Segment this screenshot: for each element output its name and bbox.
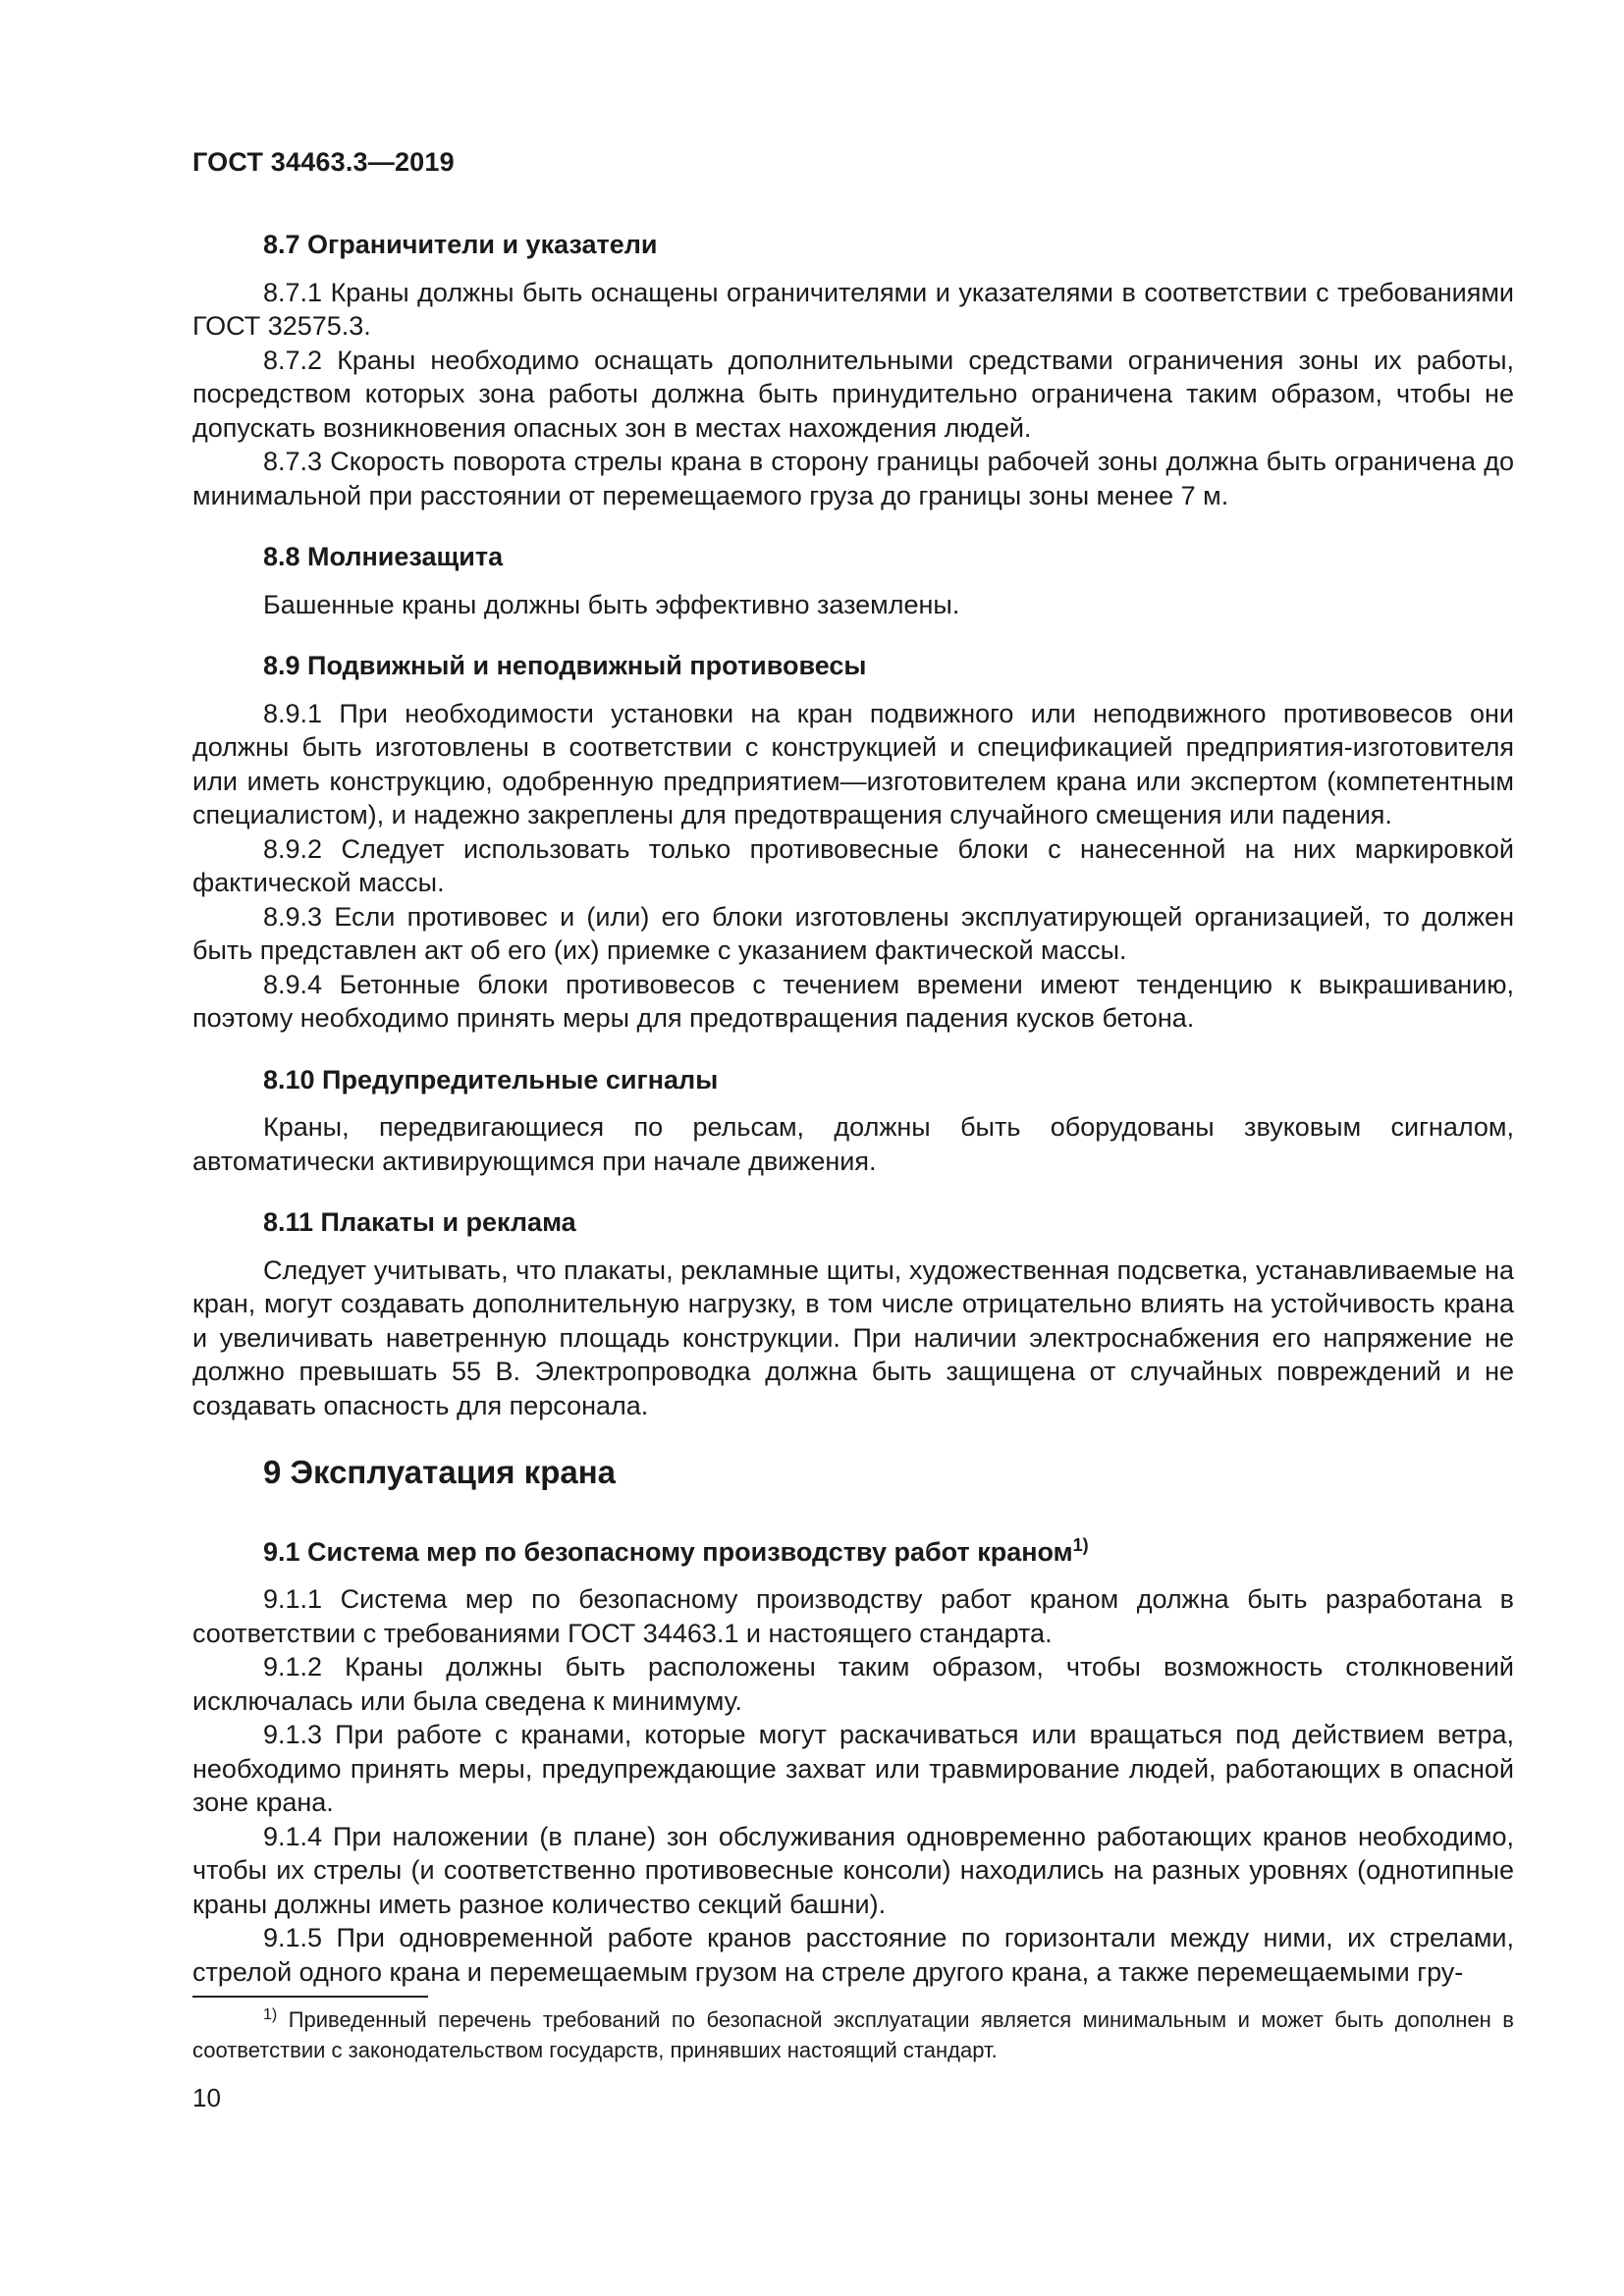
paragraph-8-9-4: 8.9.4 Бетонные блоки противовесов с течением времени имеют тенденцию к выкрашиванию, поэтому необходимо принять меры для предотвращения падения кусков бетона. [192,969,1514,1033]
footnote-paragraph [192,2004,1514,2065]
section-heading-8-10: 8.10 Предупредительные сигналы [263,1064,719,1095]
page-number: 10 [192,2083,221,2112]
paragraph-8-9-2: 8.9.2 Следует использовать только противовесные блоки с нанесенной на них маркировкой фактической массы. [192,833,1514,897]
paragraph-9-1-2: 9.1.2 Краны должны быть расположены таким образом, чтобы возможность столкновений исключалась или была сведена к минимуму. [192,1652,1514,1716]
section-heading-9-1-text: 9.1 Система мер по безопасному производству работ краном [263,1536,1073,1567]
paragraph-8-7-2: 8.7.2 Краны необходимо оснащать дополнительными средствами ограничения зоны их работы, посредством которых зона работы должна быть принудительно ограничена таким образом, чтобы не допускать возникновения опасных зон в местах нахождения людей. [192,345,1514,443]
paragraph-8-8: Башенные краны должны быть эффективно заземлены. [263,589,960,619]
document-body [192,228,1514,1989]
paragraph-8-11: Следует учитывать, что плакаты, рекламные щиты, художественная подсветка, устанавливаемые на кран, могут создавать дополнительную нагрузку, в том числе отрицательно влиять на устойчивость крана и увеличивать наветренную площадь конструкции. При наличии электроснабжения его напряжение не должно превышать 55 В. Электропроводка должна быть защищена от случайных повреждений и не создавать опасность для персонала. [192,1255,1514,1420]
footnote-reference[interactable]: 1) [1072,1534,1089,1555]
footnote-text: Приведенный перечень требований по безопасной эксплуатации является минимальным и может быть дополнен в соответствии с законодательством государств, принявших настоящий стандарт. [192,2007,1514,2062]
paragraph-8-7-1: 8.7.1 Краны должны быть оснащены ограничителями и указателями в соответствии с требованиями ГОСТ 32575.3. [192,277,1514,341]
paragraph-8-9-3: 8.9.3 Если противовес и (или) его блоки изготовлены эксплуатирующей организацией, то должен быть представлен акт об его (их) приемке с указанием фактической массы. [192,901,1514,965]
footnote-separator [192,1996,428,1998]
paragraph-9-1-3: 9.1.3 При работе с кранами, которые могут раскачиваться или вращаться под действием ветра, необходимо принять меры, предупреждающие захват или травмирование людей, работающих в опасной зоне крана. [192,1720,1514,1817]
section-heading-8-7: 8.7 Ограничители и указатели [263,230,658,259]
paragraph-9-1-5: 9.1.5 При одновременной работе кранов расстояние по горизонтали между ними, их стрелами, стрелой одного крана и перемещаемым грузом на стреле другого крана, а также перемещаемыми гру- [192,1923,1514,1987]
footnote-mark: 1) [263,2006,278,2023]
paragraph-8-10: Краны, передвигающиеся по рельсам, должны быть оборудованы звуковым сигналом, автоматически активирующимся при начале движения. [192,1112,1514,1176]
footnote [192,2004,1514,2065]
section-heading-9-1 [192,1535,1514,1570]
section-heading-8-9: 8.9 Подвижный и неподвижный противовесы [263,651,867,680]
paragraph-8-9-1: 8.9.1 При необходимости установки на кран подвижного или неподвижного противовесов они должны быть изготовлены в соответствии с конструкцией и спецификацией предприятия-изготовителя или иметь конструкцию, одобренную предприятием—изготовителем крана или экспертом (компетентным специалистом), и надежно закреплены для предотвращения случайного смещения или падения. [192,698,1514,829]
page-header-standard-id: ГОСТ 34463.3—2019 [192,147,455,177]
paragraph-9-1-4: 9.1.4 При наложении (в плане) зон обслуживания одновременно работающих кранов необходимо, чтобы их стрелы (и соответственно противовесные консоли) находились на разных уровнях (однотипные краны должны иметь разное количество секций башни). [192,1821,1514,1919]
chapter-heading-9: 9 Эксплуатация крана [263,1454,616,1490]
paragraph-8-7-3: 8.7.3 Скорость поворота стрелы крана в сторону границы рабочей зоны должна быть ограничена до минимальной при расстоянии от перемещаемого груза до границы зоны менее 7 м. [192,447,1514,510]
section-heading-8-8: 8.8 Молниезащита [263,542,504,571]
paragraph-9-1-1: 9.1.1 Система мер по безопасному производству работ краном должна быть разработана в соответствии с требованиями ГОСТ 34463.1 и настоящего стандарта. [192,1584,1514,1648]
section-heading-8-11: 8.11 Плакаты и реклама [263,1207,576,1237]
